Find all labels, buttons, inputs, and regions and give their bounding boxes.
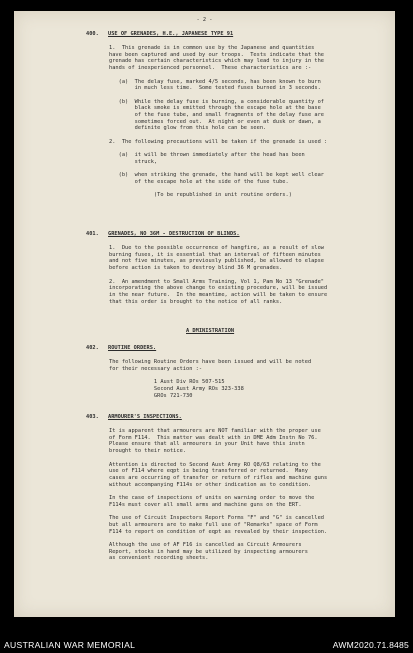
section-402-heading: ROUTINE ORDERS. bbox=[108, 345, 157, 351]
section-403-number: 403. bbox=[86, 414, 99, 420]
body-line bbox=[109, 508, 327, 515]
body-line bbox=[109, 92, 327, 99]
body-line: cases are occurring of transfer or return of rifles and machine guns bbox=[109, 474, 328, 481]
body-line: grenade has certain characteristics which may lead to injury in the bbox=[109, 58, 325, 65]
body-line: 2. An amendment to Small Arms Training, Vol 1, Pam No 13 "Grenade" bbox=[109, 278, 325, 285]
body-line bbox=[109, 372, 311, 379]
body-line bbox=[109, 72, 327, 79]
section-400-body bbox=[109, 45, 327, 199]
body-line: (b) when striking the grenade, the hand will be kept well clear bbox=[109, 172, 325, 179]
section-403-body bbox=[109, 428, 327, 562]
section-401-number: 401. bbox=[86, 231, 99, 237]
body-line: Report, stocks in hand may be utilized by inspecting armourers bbox=[109, 548, 308, 555]
body-line bbox=[109, 186, 327, 193]
body-line: (a) The delay fuse, marked 4/5 seconds, has been known to burn bbox=[109, 78, 321, 85]
body-line: Second Aust Army ROs 323-338 bbox=[109, 385, 244, 392]
body-line bbox=[109, 535, 327, 542]
administration-heading: A DMINISTRATION bbox=[186, 328, 235, 334]
body-line: and not five minutes, as previously published, be allowed to elapse bbox=[109, 258, 325, 265]
body-line: GROs 721-730 bbox=[109, 392, 193, 399]
section-400-number: 400. bbox=[86, 31, 99, 37]
body-line: that this order is brought to the notice of all ranks. bbox=[109, 298, 283, 305]
body-line: before action is taken to destroy blind 36 M grenades. bbox=[109, 265, 283, 272]
section-402-body bbox=[109, 359, 311, 399]
body-line: use of F114 where eqpt is being transferred or returned. Many bbox=[109, 468, 308, 475]
body-line: Attention is directed to Second Aust Army RO Q8/63 relating to the bbox=[109, 461, 321, 468]
body-line: of the fuse tube, and small fragments of the delay fuse are bbox=[109, 112, 325, 119]
body-line: 1. Due to the possible occurrence of hangfire, as a result of slow bbox=[109, 245, 325, 251]
body-line: 1. This grenade is in common use by the Japanese and quantities bbox=[109, 45, 315, 51]
body-line: without accompanying F114s or other indication as to condition. bbox=[109, 481, 312, 488]
section-403-heading: ARMOURER'S INSPECTIONS. bbox=[108, 414, 182, 420]
body-line: of the escape hole at the side of the fuse tube. bbox=[109, 179, 289, 186]
body-line: 2. The following precautions will be taken if the grenade is used : bbox=[109, 138, 328, 145]
body-line: incorporating the above change to existing procedure, will be issued bbox=[109, 285, 328, 292]
body-line: definite glow from this hole can be seen. bbox=[109, 125, 267, 132]
body-line: F114 to report on condition of eqpt as revealed by their inspection. bbox=[109, 528, 328, 535]
footer-bar bbox=[0, 638, 413, 653]
body-line bbox=[109, 488, 327, 495]
body-line: Please ensure that all armourers in your Unit have this instn bbox=[109, 441, 305, 448]
body-line: (b) While the delay fuse is burning, a considerable quantity of bbox=[109, 98, 325, 105]
body-line: have been captured and used by our troops. Tests indicate that the bbox=[109, 51, 325, 58]
body-line: (To be republished in unit routine orders.) bbox=[109, 192, 292, 199]
body-line bbox=[109, 272, 327, 279]
body-line: hands of inexperienced personnel. These characteristics are :- bbox=[109, 65, 312, 72]
body-line: in much less time. Some tested fuses burned in 3 seconds. bbox=[109, 85, 321, 92]
section-402-number: 402. bbox=[86, 345, 99, 351]
body-line: as convenient recording sheets. bbox=[109, 555, 209, 562]
section-401-heading: GRENADES, NO 36M - DESTRUCTION OF BLINDS. bbox=[108, 231, 240, 237]
body-line: struck, bbox=[109, 158, 158, 165]
body-line: but all armourers are to make full use of "Remarks" space of Form bbox=[109, 521, 318, 528]
body-line bbox=[109, 455, 327, 462]
body-line: of Form F114. This matter was dealt with in DME Adm Instn No 76. bbox=[109, 434, 318, 441]
body-line: in the near future. In the meantime, action will be taken to ensure bbox=[109, 291, 328, 298]
body-line: black smoke is emitted through the escape hole at the base bbox=[109, 105, 321, 112]
footer-institution: AUSTRALIAN WAR MEMORIAL bbox=[4, 640, 136, 650]
body-line: brought to their notice. bbox=[109, 448, 187, 455]
body-line: (a) it will be thrown immediately after the head has been bbox=[109, 152, 305, 159]
body-line: for their necessary action :- bbox=[109, 365, 203, 372]
section-400-heading: USE OF GRENADES, H.E., JAPANESE TYPE 91 bbox=[108, 31, 234, 37]
body-line: burning fuses, it is essential that an interval of fifteen minutes bbox=[109, 251, 321, 258]
section-401-body bbox=[109, 245, 327, 305]
body-line: The use of Circuit Inspectors Report Forms "F" and "G" is cancelled bbox=[109, 515, 325, 522]
body-line: 1 Aust Div ROs 507-515 bbox=[109, 379, 225, 386]
body-line bbox=[109, 132, 327, 139]
body-line: F114s must cover all small arms and machine guns on the ERT. bbox=[109, 501, 302, 508]
body-line: The following Routine Orders have been issued and will be noted bbox=[109, 359, 312, 365]
body-line: Although the use of AF F16 is cancelled as Circuit Armourers bbox=[109, 541, 302, 548]
body-line: sometimes forced out. At night or even at dusk or dawn, a bbox=[109, 118, 321, 125]
body-line: In the case of inspections of units on warning order to move the bbox=[109, 495, 315, 502]
document-page bbox=[14, 11, 395, 617]
footer-accession-number: AWM2020.71.8485 bbox=[332, 640, 409, 650]
body-line bbox=[109, 166, 327, 173]
page-number: - 2 - bbox=[196, 17, 213, 23]
body-line bbox=[109, 146, 327, 153]
body-line: It is apparent that armourers are NOT familiar with the proper use bbox=[109, 428, 321, 434]
